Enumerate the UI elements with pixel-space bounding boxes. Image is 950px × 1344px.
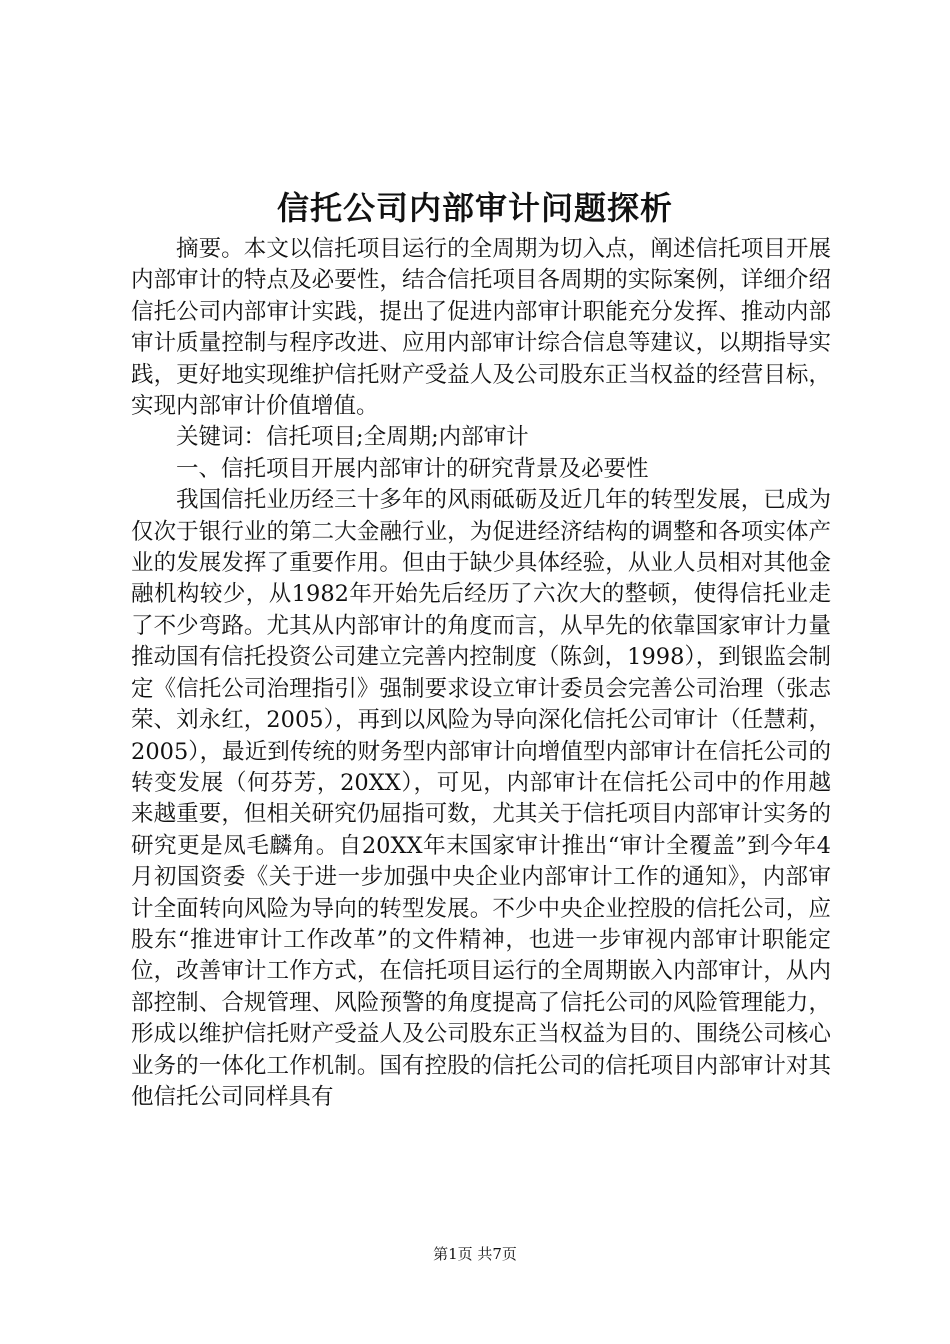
document-body: [131, 234, 831, 1113]
page-footer: 第1页 共7页: [433, 1245, 517, 1263]
section-heading: 一、信托项目开展内部审计的研究背景及必要性: [176, 455, 649, 482]
document-title: 信托公司内部审计问题探析: [276, 189, 673, 227]
abstract-paragraph: 摘要。本文以信托项目运行的全周期为切入点，阐述信托项目开展内部审计的特点及必要性，结合信托项目各周期的实际案例，详细介绍信托公司内部审计实践，提出了促进内部审计职能充分发挥、推动内部审计质量控制与程序改进、应用内部审计综合信息等建议，以期指导实践，更好地实现维护信托财产受益人及公司股东正当权益的经营目标，实现内部审计价值增值。: [131, 236, 831, 420]
body-paragraph: 我国信托业历经三十多年的风雨砥砺及近几年的转型发展，已成为仅次于银行业的第二大金融行业，为促进经济结构的调整和各项实体产业的发展发挥了重要作用。但由于缺少具体经验，从业人员相对其他金融机构较少，从1982年开始先后经历了六次大的整顿，使得信托业走了不少弯路。尤其从内部审计的角度而言，从早先的依靠国家审计力量推动国有信托投资公司建立完善内控制度（陈剑，1998），到银监会制定《信托公司治理指引》强制要求设立审计委员会完善公司治理（张志荣、刘永红，2005），再到以风险为导向深化信托公司审计（任慧莉，2005），最近到传统的财务型内部审计向增值型内部审计在信托公司的转变发展（何芬芳，20XX），可见，内部审计在信托公司中的作用越来越重要，但相关研究仍屈指可数，尤其关于信托项目内部审计实务的研究更是凤毛麟角。自20XX年末国家审计推出“审计全覆盖”到今年4月初国资委《关于进一步加强中央企业内部审计工作的通知》，内部审计全面转向风险为导向的转型发展。不少中央企业控股的信托公司，应股东“推进审计工作改革”的文件精神，也进一步审视内部审计职能定位，改善审计工作方式，在信托项目运行的全周期嵌入内部审计，从内部控制、合规管理、风险预警的角度提高了信托公司的风险管理能力，形成以维护信托财产受益人及公司股东正当权益为目的、围绕公司核心业务的一体化工作机制。国有控股的信托公司的信托项目内部审计对其他信托公司同样具有: [131, 487, 831, 1110]
keywords-paragraph: 关键词：信托项目;全周期;内部审计: [176, 424, 529, 451]
